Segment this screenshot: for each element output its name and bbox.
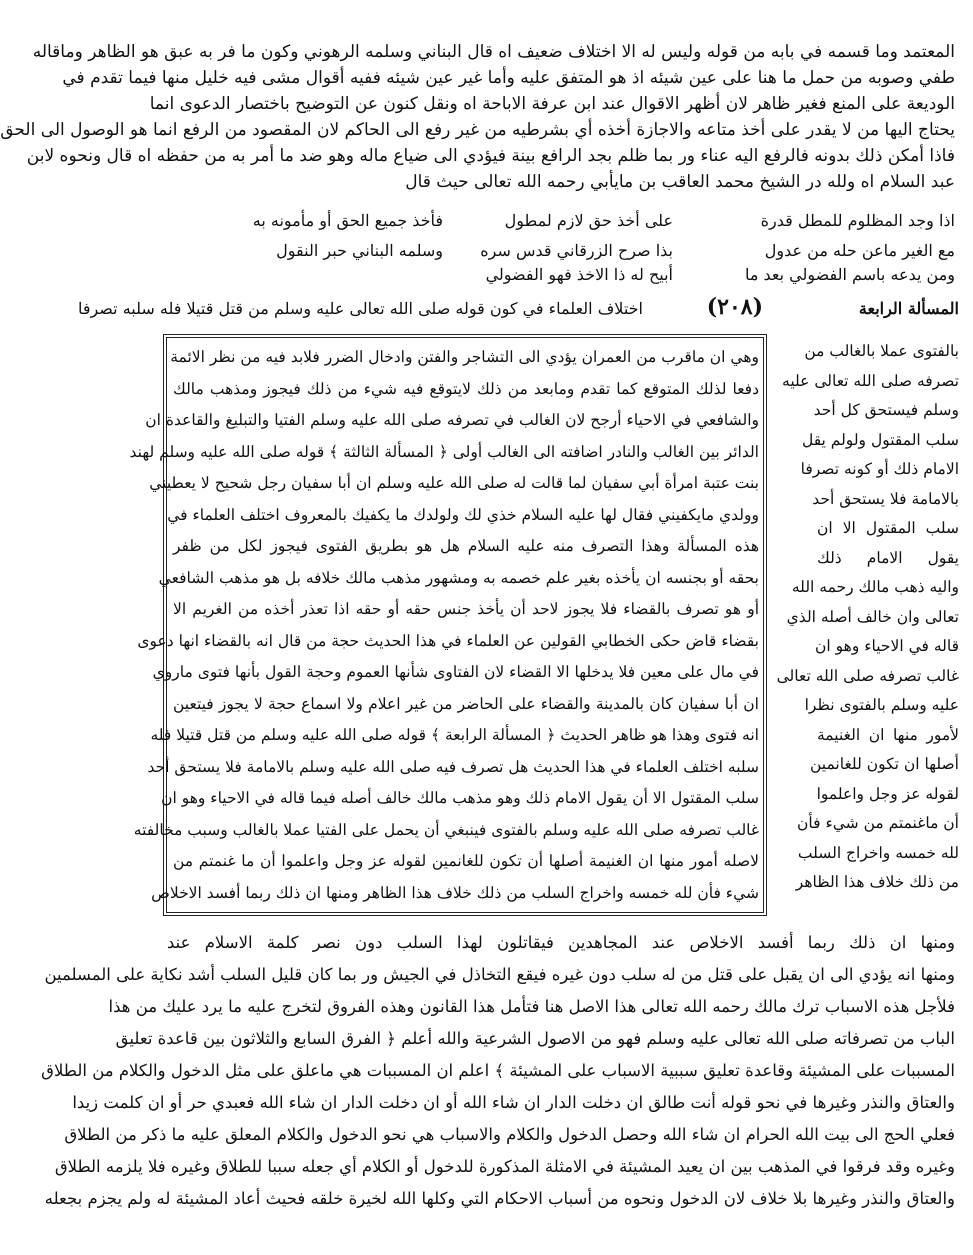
- side-line: من ذلك خلاف هذا الظاهر: [795, 873, 959, 891]
- text-line: المعتمد وما قسمه في بابه من قوله وليس له الا اختلاف ضعيف اه قال البناني وسلمه الرهوني وكون ما فر به عبق هو الظاهر وماقاله: [32, 42, 955, 62]
- bottom-line: ومنها انه يؤدي الى ان يقبل على قتل من له سلب دون غيره فيقع التخاذل في الجيش ور بما كان قليل السلب أشد نكاية على المسلمين: [44, 965, 955, 984]
- side-line: سلب المقتول ولولم يقل: [801, 430, 959, 449]
- verse-hemistich: اذا وجد المظلوم للمطل قدرة: [760, 211, 955, 230]
- masala-title: المسألة الرابعة: [858, 299, 959, 318]
- bottom-line: والعتاق والنذر وغيرها بلا خلاف لان الدخول ونحوه من أسباب الاحكام التي وكلها الله لخيرة خلقه فحيث أعاد المشيئة له ولم يجزم بجعله: [44, 1189, 955, 1208]
- box-line: سلب المقتول الا أن يقول الامام ذلك وهو مذهب مالك خالف أصله فيما قاله في الاحياء وهو ان: [161, 789, 759, 807]
- verse-hemistich: أبيح له ذا الاخذ فهو الفضولي: [485, 265, 673, 284]
- box-line: الدائر بين الغالب والنادر اضافته الى الغالب أولى ﴿ المسألة الثالثة ﴾ قوله صلى الله عليه وسلم لهند: [129, 442, 759, 461]
- text-line: عبد السلام اه ولله در الشيخ محمد العاقب بن مايأبي رحمه الله تعالى حيث قال: [405, 172, 955, 192]
- box-line: ان أبا سفيان كان بالمدينة والقضاء على الحاضر من غير اعلام ولا اسماع حجة لا يجوز فيتعين: [173, 694, 759, 713]
- bottom-line: ومنها ان ذلك ربما أفسد الاخلاص عند المجاهدين فيقاتلون لهذا السلب دون نصر كلمة الاسلام عند: [167, 933, 955, 952]
- verse-hemistich: فأخذ جميع الحق أو مأمونه به: [252, 211, 443, 230]
- bottom-line: والعتاق والنذر وغيرها في نحو قوله أنت طالق ان دخلت الدار ان شاء الله أو ان دخلت الدار ان شاء الله فعبدي حر أو ان كلمت زيدا: [72, 1093, 955, 1112]
- side-line: غالب تصرفه صلى الله تعالى: [776, 666, 959, 685]
- bottom-line: فلأجل هذه الاسباب ترك مالك رحمه الله تعالى هذا الاصل هنا فتأمل هذا القانون وهذه الفروق لتخرج عليه ما يرد عليك من هذا: [108, 997, 955, 1016]
- verse-hemistich: ومن يدعه باسم الفضولي بعد ما: [744, 265, 955, 284]
- box-line: وولدي مايكفيني فقال لها عليه السلام خذي لك ولولدك ما يكفيك بالمعروف اختلف العلماء في: [167, 505, 759, 524]
- side-line: يقول الامام ذلك: [817, 548, 959, 567]
- verse-hemistich: مع الغير ماعن حله من عدول: [764, 241, 955, 260]
- box-line: والشافعي في الاحياء أرجح لان الغالب في تصرفه صلى الله عليه وسلم الفتيا والتبليغ والقاعدة ان: [145, 411, 759, 429]
- side-line: تعالى وان خالف أصله الذي: [786, 607, 959, 626]
- text-line: الوديعة على المنع فغير ظاهر لان أظهر الاقوال عند ابن عرفة الاباحة اه ونقل كنون عن التوضيح باختصار الدعوى انما: [149, 94, 955, 114]
- text-line: فاذا أمكن ذلك بدونه فالرفع اليه عناء ور بما ظلم بجد الرافع بينة فيؤدي الى ضياع ماله وهو ضد ما أمر به من حفظه اه قال ونحوه لابن: [26, 146, 955, 166]
- box-line: دفعا لذلك المتوقع كما تقدم ومابعد من ذلك لايتوقع فيه شيء من ذلك فيجوز ومذهب مالك: [173, 379, 759, 398]
- side-line: لأمور منها ان الغنيمة: [817, 725, 959, 744]
- verse-hemistich: وسلمه البناني حبر النقول: [276, 241, 443, 260]
- bottom-line: وغيره وقد فرقوا في المذهب بين ان يعيد المشيئة في الامثلة المذكورة للدخول أو الكلام أي جعله سببا للطلاق وغيره فلا يلزمه الطلاق: [54, 1157, 955, 1176]
- verse-hemistich: بذا صرح الزرقاني قدس سره: [480, 241, 673, 260]
- side-line: واليه ذهب مالك رحمه الله: [791, 578, 959, 596]
- box-line: أو هو تصرف بالقضاء فلا يجوز لاحد أن يأخذ جنس حقه أو حقه اذا تعذر أخذه من الغريم الا: [173, 600, 759, 618]
- side-line: لقوله عز وجل واعلموا: [816, 784, 959, 803]
- verse-hemistich: على أخذ حق لازم لمطول: [504, 211, 673, 230]
- box-line: في مال على معين فلا يدخلها الا القضاء لان الفتاوى شأنها العموم وحجة القول بأنها فتوى ماروي: [152, 663, 759, 681]
- box-line: هذه المسألة وهذا التصرف منه عليه السلام هل هو بطريق الفتوى فيجوز لكل من ظفر: [173, 537, 759, 555]
- masala-text: اختلاف العلماء في كون قوله صلى الله تعالى عليه وسلم من قتل قتيلا فله سلبه تصرفا: [77, 299, 643, 318]
- side-line: الامام ذلك أو كونه تصرفا: [800, 460, 959, 478]
- box-line: غالب تصرفه صلى الله عليه وسلم بالفتوى فينبغي أن يحمل على الفتيا عملا بالغالب وسبب مخالفته: [133, 820, 759, 839]
- side-line: وسلم فيستحق كل أحد: [813, 401, 959, 419]
- text-line: يحتاج اليها من لا يقدر على أخذ متاعه والاجازة أخذه أي بشرطيه من غير رفع الى الحاكم لان المقصود من الرفع انما هو الوصول الى الحق: [0, 120, 955, 140]
- bottom-line: فعلي الحج الى بيت الله الحرام ان شاء الله وحصل الدخول والكلام والاسباب هي نحو الدخول والكلام المعلق عليه ما ذكر من الطلاق: [64, 1125, 955, 1144]
- side-line: أن ماغنمتم من شيء فأن: [797, 814, 959, 832]
- box-line: شيء فأن لله خمسه واخراج السلب من ذلك خلاف هذا الظاهر ومنها ان ذلك ربما أفسد الاخلاص: [151, 883, 759, 902]
- page-number: (٢٠٨): [706, 294, 763, 320]
- side-line: أصلها ان تكون للغانمين: [809, 755, 959, 773]
- side-line: سلب المقتول الا ان: [817, 519, 959, 537]
- side-line: قاله في الاحياء وهو ان: [815, 637, 959, 655]
- box-line: وهي ان ماقرب من العمران يؤدي الى التشاجر والفتن وادخال الضرر فلابد فيه من نظر الائمة: [170, 348, 759, 366]
- box-line: بنت عتبة امرأة أبي سفيان لما قالت له صلى الله عليه وسلم ان أبا سفيان رجل شحيح لا يعطيني: [149, 474, 759, 492]
- side-line: تصرفه صلى الله تعالى عليه: [782, 371, 959, 390]
- box-line: بقضاء قاض حكى الخطابي القولين عن العلماء في هذا الحديث حجة من قال انه بالقضاء انها دعوى: [137, 631, 759, 650]
- box-line: سلبه اختلف العلماء في هذا الحديث هل تصرف فيه صلى الله عليه وسلم بالامامة فلا يستحق أحد: [147, 757, 759, 776]
- bottom-line: الباب من تصرفاته صلى الله تعالى عليه وسلم فهو من الاصول الشرعية والله أعلم ﴿ الفرق السابع والثلاثون بين قاعدة تعليق: [115, 1029, 955, 1048]
- text-line: طفي وصوبه من حمل ما هنا على عين شيئه اذ هو المتفق عليه وأما غير عين شيئه ففيه أقوال مشى فيه خليل منها فيما تقدم في: [62, 68, 955, 88]
- side-line: لله خمسه واخراج السلب: [797, 843, 959, 862]
- box-line: انه فتوى وهذا هو ظاهر الحديث ﴿ المسألة الرابعة ﴾ قوله صلى الله عليه وسلم من قتل قتيلا فله: [150, 726, 759, 744]
- box-line: لاصله أمور منها ان الغنيمة أصلها أن تكون للغانمين لقوله عز وجل واعلموا أن ما غنمتم من: [173, 852, 759, 870]
- side-line: بالفتوى عملا بالغالب من: [804, 342, 959, 360]
- box-line: بحقه أو بجنسه ان يأخذه بغير علم خصمه به ومشهور مذهب مالك خلافه بل هو مذهب الشافعي: [158, 568, 759, 587]
- side-line: عليه وسلم بالفتوى نظرا: [804, 696, 959, 714]
- bottom-line: المسببات على المشيئة وقاعدة تعليق سببية الاسباب على المشيئة ﴾ اعلم ان المسببات هي ماعلق على مثل الدخول والكلام من الطلاق: [41, 1061, 955, 1080]
- side-line: بالامامة فلا يستحق أحد: [812, 489, 959, 508]
